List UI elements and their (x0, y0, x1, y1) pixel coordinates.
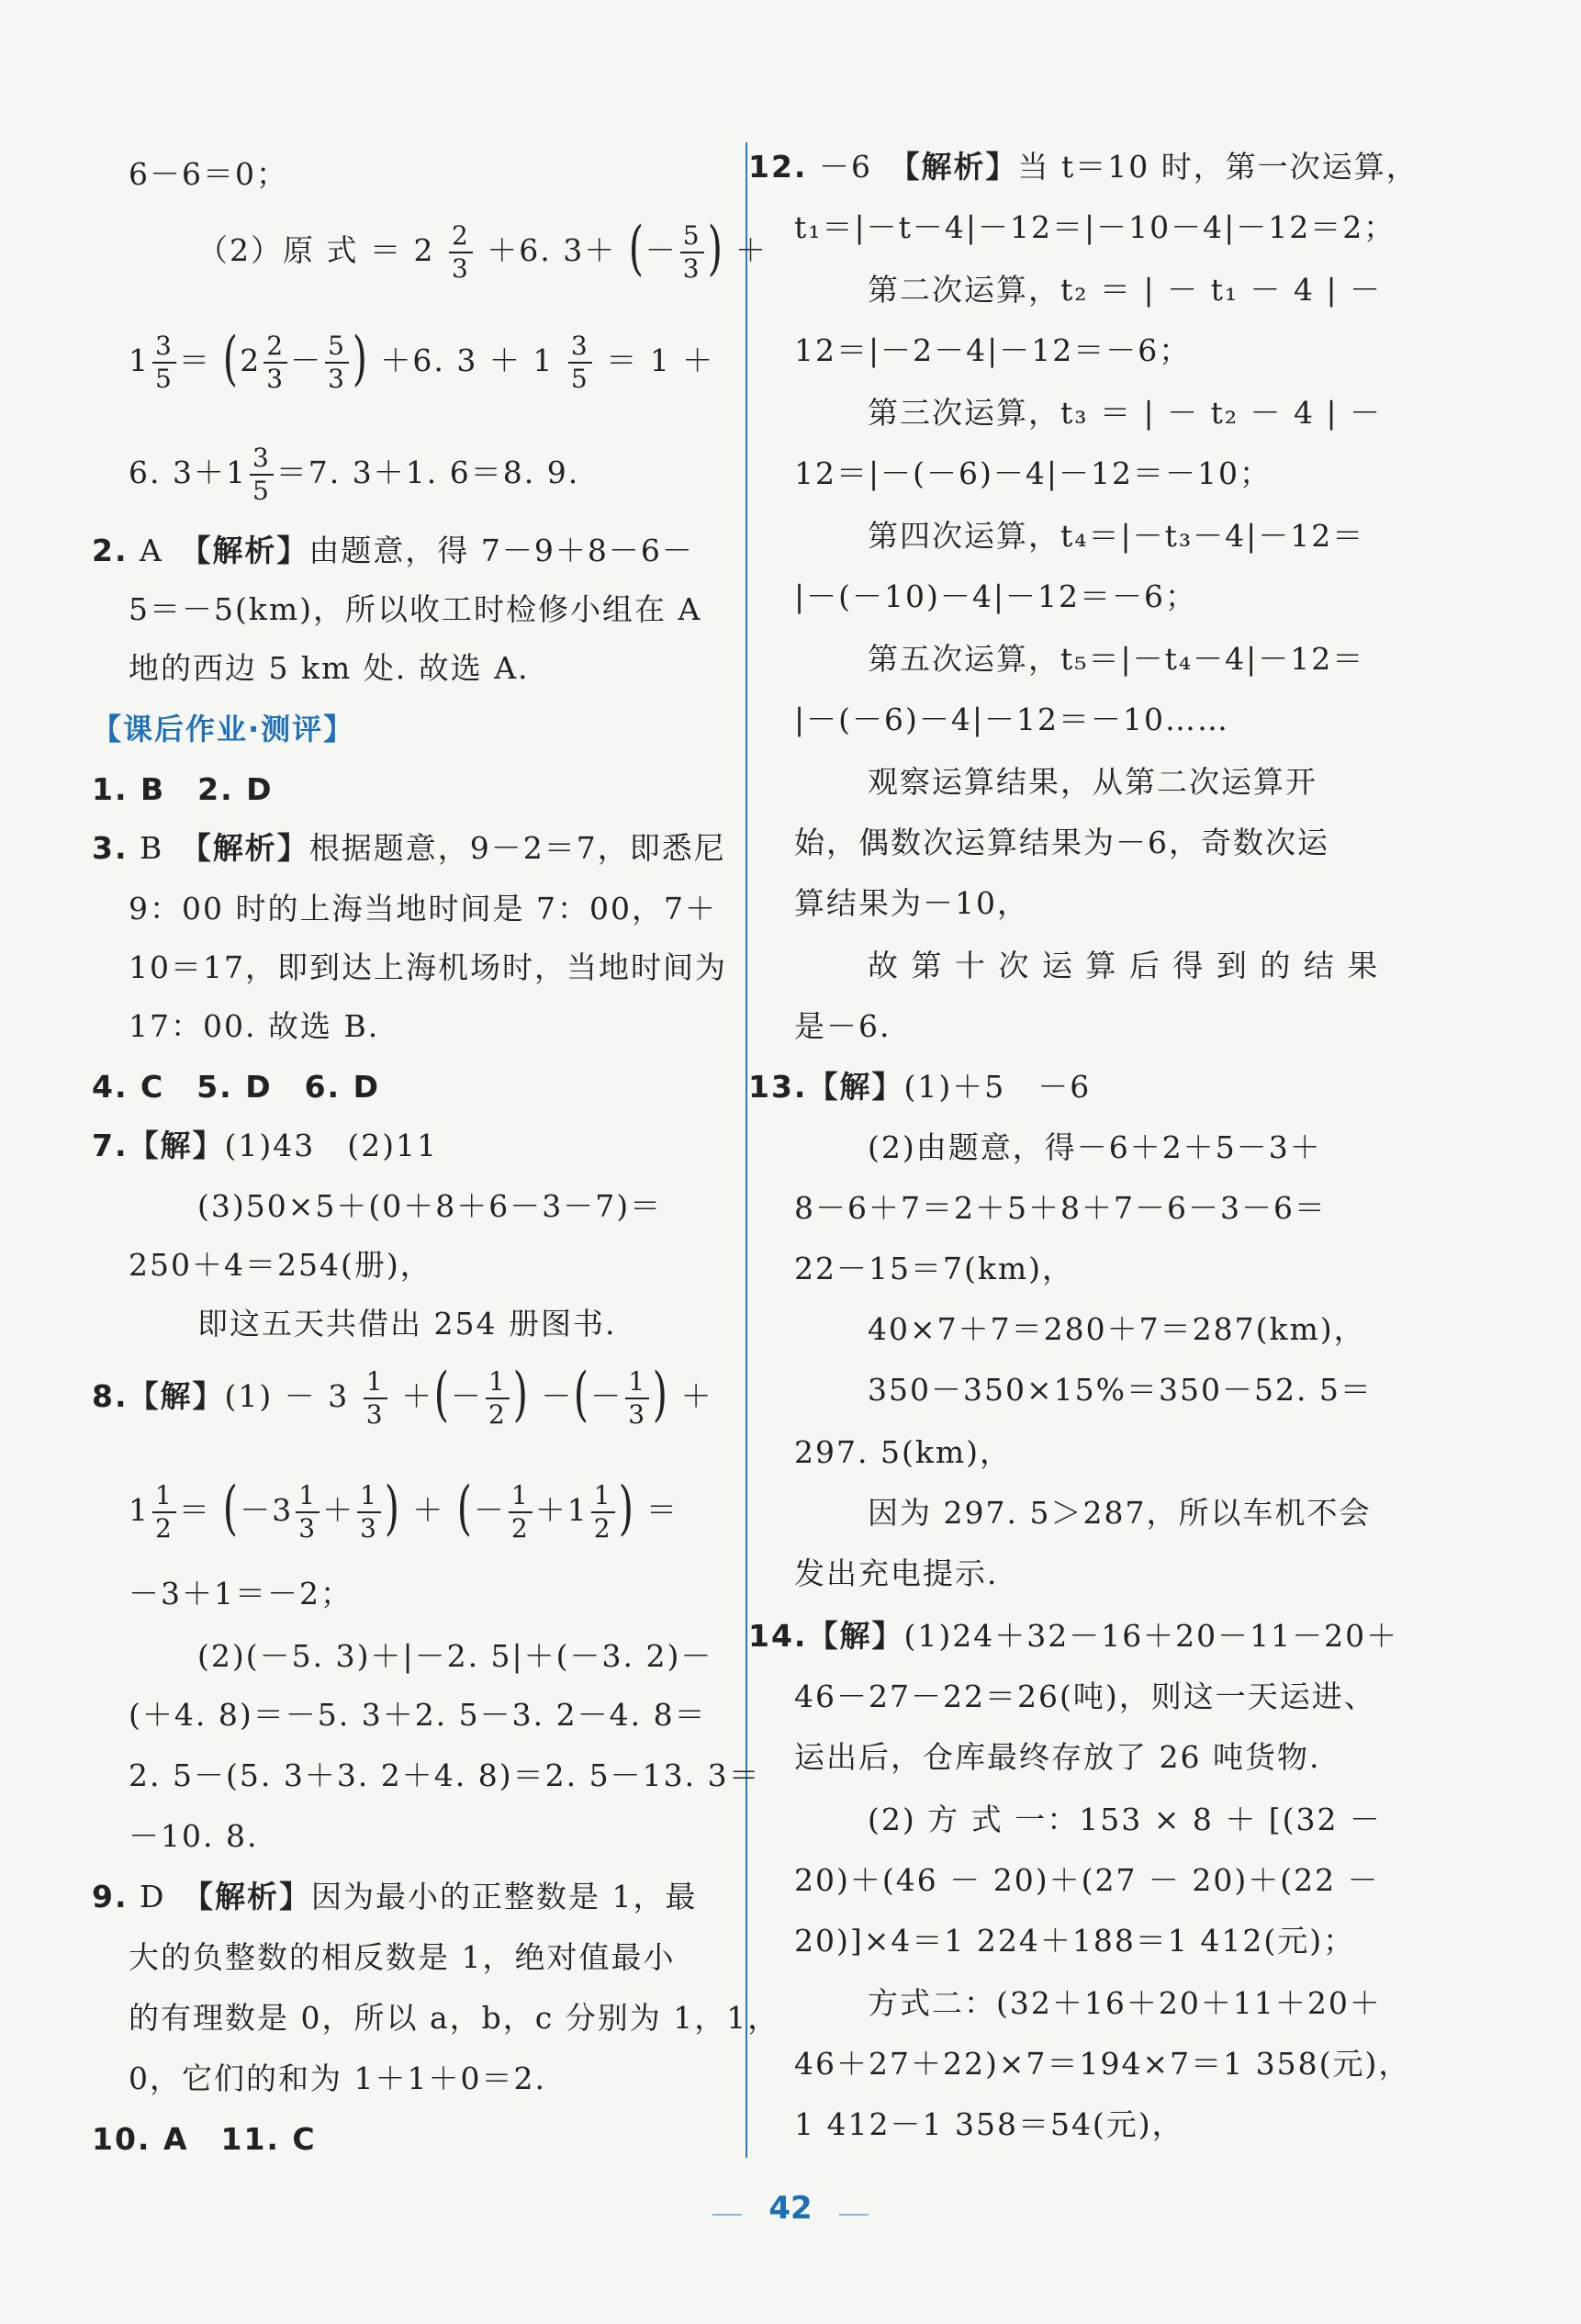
answer-q2: 2. A 【解析】由题意，得 7－9＋8－6－ (92, 533, 694, 568)
answer-line: 运出后，仓库最终存放了 26 吨货物. (794, 1739, 1321, 1775)
answer-line: 46－27－22＝26(吨)，则这一天运进、 (794, 1678, 1376, 1714)
fraction: $\frac{2}{3}$ (449, 220, 473, 285)
answer-line: 1. B 2. D (92, 771, 274, 807)
footer-rule-left (712, 2214, 742, 2216)
answer-line: 46＋27＋22)×7＝194×7＝1 358(元)， (794, 2046, 1411, 2082)
answer-line: 是－6. (794, 1008, 891, 1044)
answer-line: 12＝|－2－4|－12＝－6； (794, 332, 1192, 368)
answer-line: 9：00 时的上海当地时间是 7：00，7＋ (129, 891, 717, 926)
answer-q12: 12. －6 【解析】当 t＝10 时，第一次运算， (748, 149, 1418, 185)
answer-line: 8－6＋7＝2＋5＋8＋7－6－3－6＝ (794, 1190, 1327, 1226)
answer-line: 10. A 11. C (92, 2121, 317, 2157)
answer-line: －3＋1＝－2； (129, 1576, 353, 1611)
answer-line: 1 $\frac{1}{2}$ ＝ (－3 $\frac{1}{3}$ ＋ $\frac{1}{3}$ ) ＋ (－ $\frac{1}{2}$ ＋1 $\frac{1}{2}$ ) ＝ (129, 1475, 679, 1544)
answer-line: 即这五天共借出 254 册图书. (197, 1306, 617, 1342)
answer-line: 方式二：(32＋16＋20＋11＋20＋ (868, 1985, 1382, 2021)
fraction: $\frac{5}{3}$ (680, 220, 704, 285)
answer-q7: 7.【解】(1)43 (2)11 (92, 1128, 438, 1163)
answer-line: 350－350×15%＝350－52. 5＝ (868, 1372, 1373, 1408)
answer-line: 4. C 5. D 6. D (92, 1069, 380, 1105)
answer-line: 1 412－1 358＝54(元)， (794, 2106, 1184, 2142)
answer-line: 1 $\frac{3}{5}$ ＝ (2 $\frac{2}{3}$ － $\frac{5}{3}$ ) ＋6. 3 ＋ 1 $\frac{3}{5}$ ＝ 1 ＋ (129, 325, 715, 394)
answer-line: 故 第 十 次 运 算 后 得 到 的 结 果 (868, 948, 1380, 983)
answer-line: 40×7＋7＝280＋7＝287(km)， (868, 1311, 1366, 1347)
page-footer (0, 2190, 1581, 2227)
footer-rule-right (839, 2214, 869, 2216)
answer-line: |－(－6)－4|－12＝－10…… (794, 702, 1229, 737)
answer-line: －10. 8. (129, 1818, 259, 1854)
answer-line: (3)50×5＋(0＋8＋6－3－7)＝ (197, 1188, 663, 1224)
answer-line: (＋4. 8)＝－5. 3＋2. 5－3. 2－4. 8＝ (129, 1697, 707, 1733)
answer-line: 6－6＝0； (129, 156, 288, 192)
answer-line: 的有理数是 0，所以 a，b，c 分别为 1，1， (129, 2000, 780, 2036)
answer-line: 0，它们的和为 1＋1＋0＝2. (129, 2060, 546, 2096)
answer-line: 始，偶数次运算结果为－6，奇数次运 (794, 825, 1329, 860)
answer-line: 第二次运算，t₂ ＝ | － t₁ － 4 | － (868, 272, 1383, 308)
page-number: 42 (768, 2190, 813, 2227)
answer-q8: 8.【解】(1) － 3 $\frac{1}{3}$ ＋(－ $\frac{1}{2}$ ) －(－ $\frac{1}{3}$ ) ＋ (92, 1361, 713, 1430)
answer-q3: 3. B 【解析】根据题意，9－2＝7，即悉尼 (92, 830, 726, 866)
answer-line: 297. 5(km)， (794, 1434, 1012, 1470)
answer-line: (2) 方 式 一：153 × 8 ＋ [(32 － (868, 1802, 1383, 1837)
answer-line: 地的西边 5 km 处. 故选 A. (129, 650, 530, 686)
column-divider (746, 142, 747, 2158)
answer-line: 20)]×4＝1 224＋188＝1 412(元)； (794, 1923, 1356, 1959)
answer-line: 5＝－5(km)，所以收工时检修小组在 A (129, 591, 702, 627)
answer-q9: 9. D 【解析】因为最小的正整数是 1，最 (92, 1879, 698, 1914)
answer-line: 250＋4＝254(册)， (129, 1247, 432, 1283)
answer-line: 12＝|－(－6)－4|－12＝－10； (794, 455, 1272, 491)
section-title: 【课后作业·测评】 (92, 712, 355, 747)
answer-line: 22－15＝7(km)， (794, 1251, 1075, 1286)
answer-line: 算结果为－10， (794, 885, 1029, 921)
answer-line: (2)由题意，得－6＋2＋5－3＋ (868, 1129, 1322, 1165)
answer-line: 20)＋(46 － 20)＋(27 － 20)＋(22 － (794, 1862, 1380, 1898)
answer-line: 2. 5－(5. 3＋3. 2＋4. 8)＝2. 5－13. 3＝ (129, 1757, 761, 1793)
answer-line: 第四次运算，t₄＝|－t₃－4|－12＝ (868, 518, 1365, 554)
answer-line: （2）原 式 ＝ 2 $\frac{2}{3}$ ＋6. 3＋ (－ $\frac{5}{3}$ ) ＋ (197, 215, 768, 284)
answer-line: 第五次运算，t₅＝|－t₄－4|－12＝ (868, 641, 1365, 677)
answer-line: t₁＝|－t－4|－12＝|－10－4|－12＝2； (794, 209, 1396, 245)
answer-line: 第三次运算，t₃ ＝ | － t₂ － 4 | － (868, 395, 1383, 431)
answer-line: 因为 297. 5＞287，所以车机不会 (868, 1495, 1372, 1531)
answer-line: 6. 3＋1 $\frac{3}{5}$ ＝7. 3＋1. 6＝8. 9. (129, 443, 580, 506)
answer-line: 发出充电提示. (794, 1555, 999, 1591)
answer-line: 17：00. 故选 B. (129, 1008, 380, 1044)
answer-line: 10＝17，即到达上海机场时，当地时间为 (129, 949, 727, 985)
answer-line: 观察运算结果，从第二次运算开 (868, 764, 1318, 800)
answer-line: (2)(－5. 3)＋|－2. 5|＋(－3. 2)－ (197, 1638, 713, 1674)
answer-q13: 13.【解】(1)＋5 －6 (748, 1069, 1092, 1105)
answer-line: |－(－10)－4|－12＝－6； (794, 578, 1197, 614)
answer-q14: 14.【解】(1)24＋32－16＋20－11－20＋ (748, 1618, 1399, 1654)
answer-line: 大的负整数的相反数是 1，绝对值最小 (129, 1939, 676, 1975)
